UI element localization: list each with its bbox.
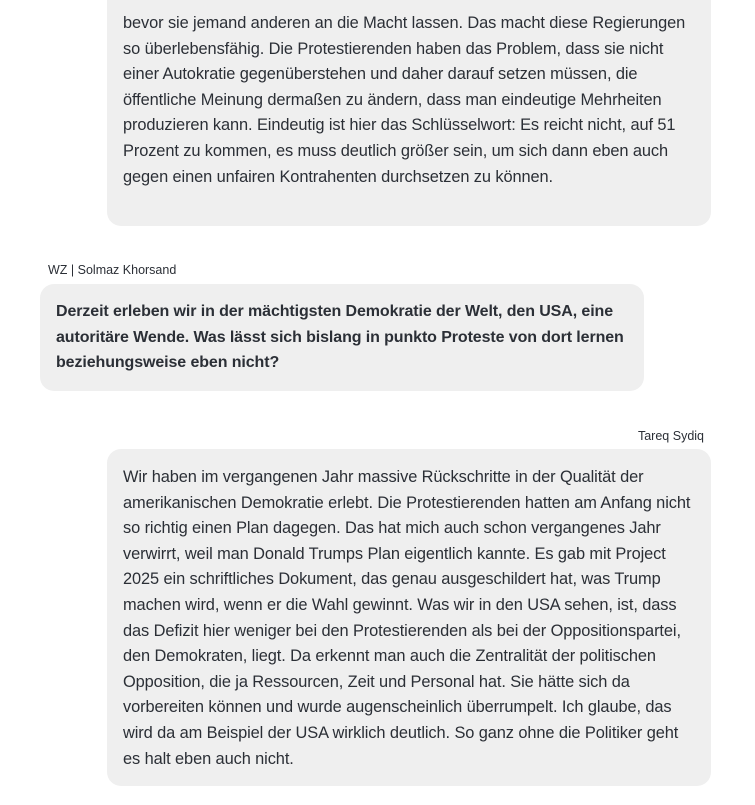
answer-bubble-1 [107,0,711,226]
answer-text-2: Wir haben im vergangenen Jahr massive Rückschritte in der Qualität der amerikanischen Demokratie erlebt. Die Protestierenden hatten am Anfang nicht so richtig einen Plan dagegen. Das hat mich auch schon vergangenes Jahr verwirrt, weil man Donald Trumps Plan eigentlich kannte. Es gab mit Project 2025 ein schriftliches Dokument, das genau ausgeschildert hat, was Trump machen wird, wenn er die Wahl gewinnt. Was wir in den USA sehen, ist, dass das Defizit hier weniger bei den Protestierenden als bei der Oppositionspartei, den Demokraten, liegt. Da erkennt man auch die Zentralität der politischen Opposition, die ja Ressourcen, Zeit und Personal hat. Sie hätte sich da vorbereiten können und wurde augenscheinlich überrumpelt. Ich glaube, das wird da am Beispiel der USA wirklich deutlich. So ganz ohne die Politiker geht es halt eben auch nicht. [123,468,691,768]
interviewee-label: Tareq Sydiq [637,429,704,443]
interviewer-label: WZ | Solmaz Khorsand [48,263,177,277]
question-bubble [40,284,644,391]
answer-text-1: bevor sie jemand anderen an die Macht lassen. Das macht diese Regierungen so überlebensfähig. Die Protestierenden haben das Problem, dass sie nicht einer Autokratie gegenüberstehen und daher darauf setzen müssen, die öffentliche Meinung dermaßen zu ändern, dass man eindeutige Mehrheiten produzieren kann. Eindeutig ist hier das Schlüsselwort: Es reicht nicht, auf 51 Prozent zu kommen, es muss deutlich größer sein, um sich dann eben auch gegen einen unfairen Kontrahenten durchsetzen zu können. [123,14,686,186]
question-text: Derzeit erleben wir in der mächtigsten Demokratie der Welt, den USA, eine autoritäre Wende. Was lässt sich bislang in punkto Proteste von dort lernen beziehungsweise eben nicht? [56,303,624,372]
answer-bubble-2 [107,449,711,786]
